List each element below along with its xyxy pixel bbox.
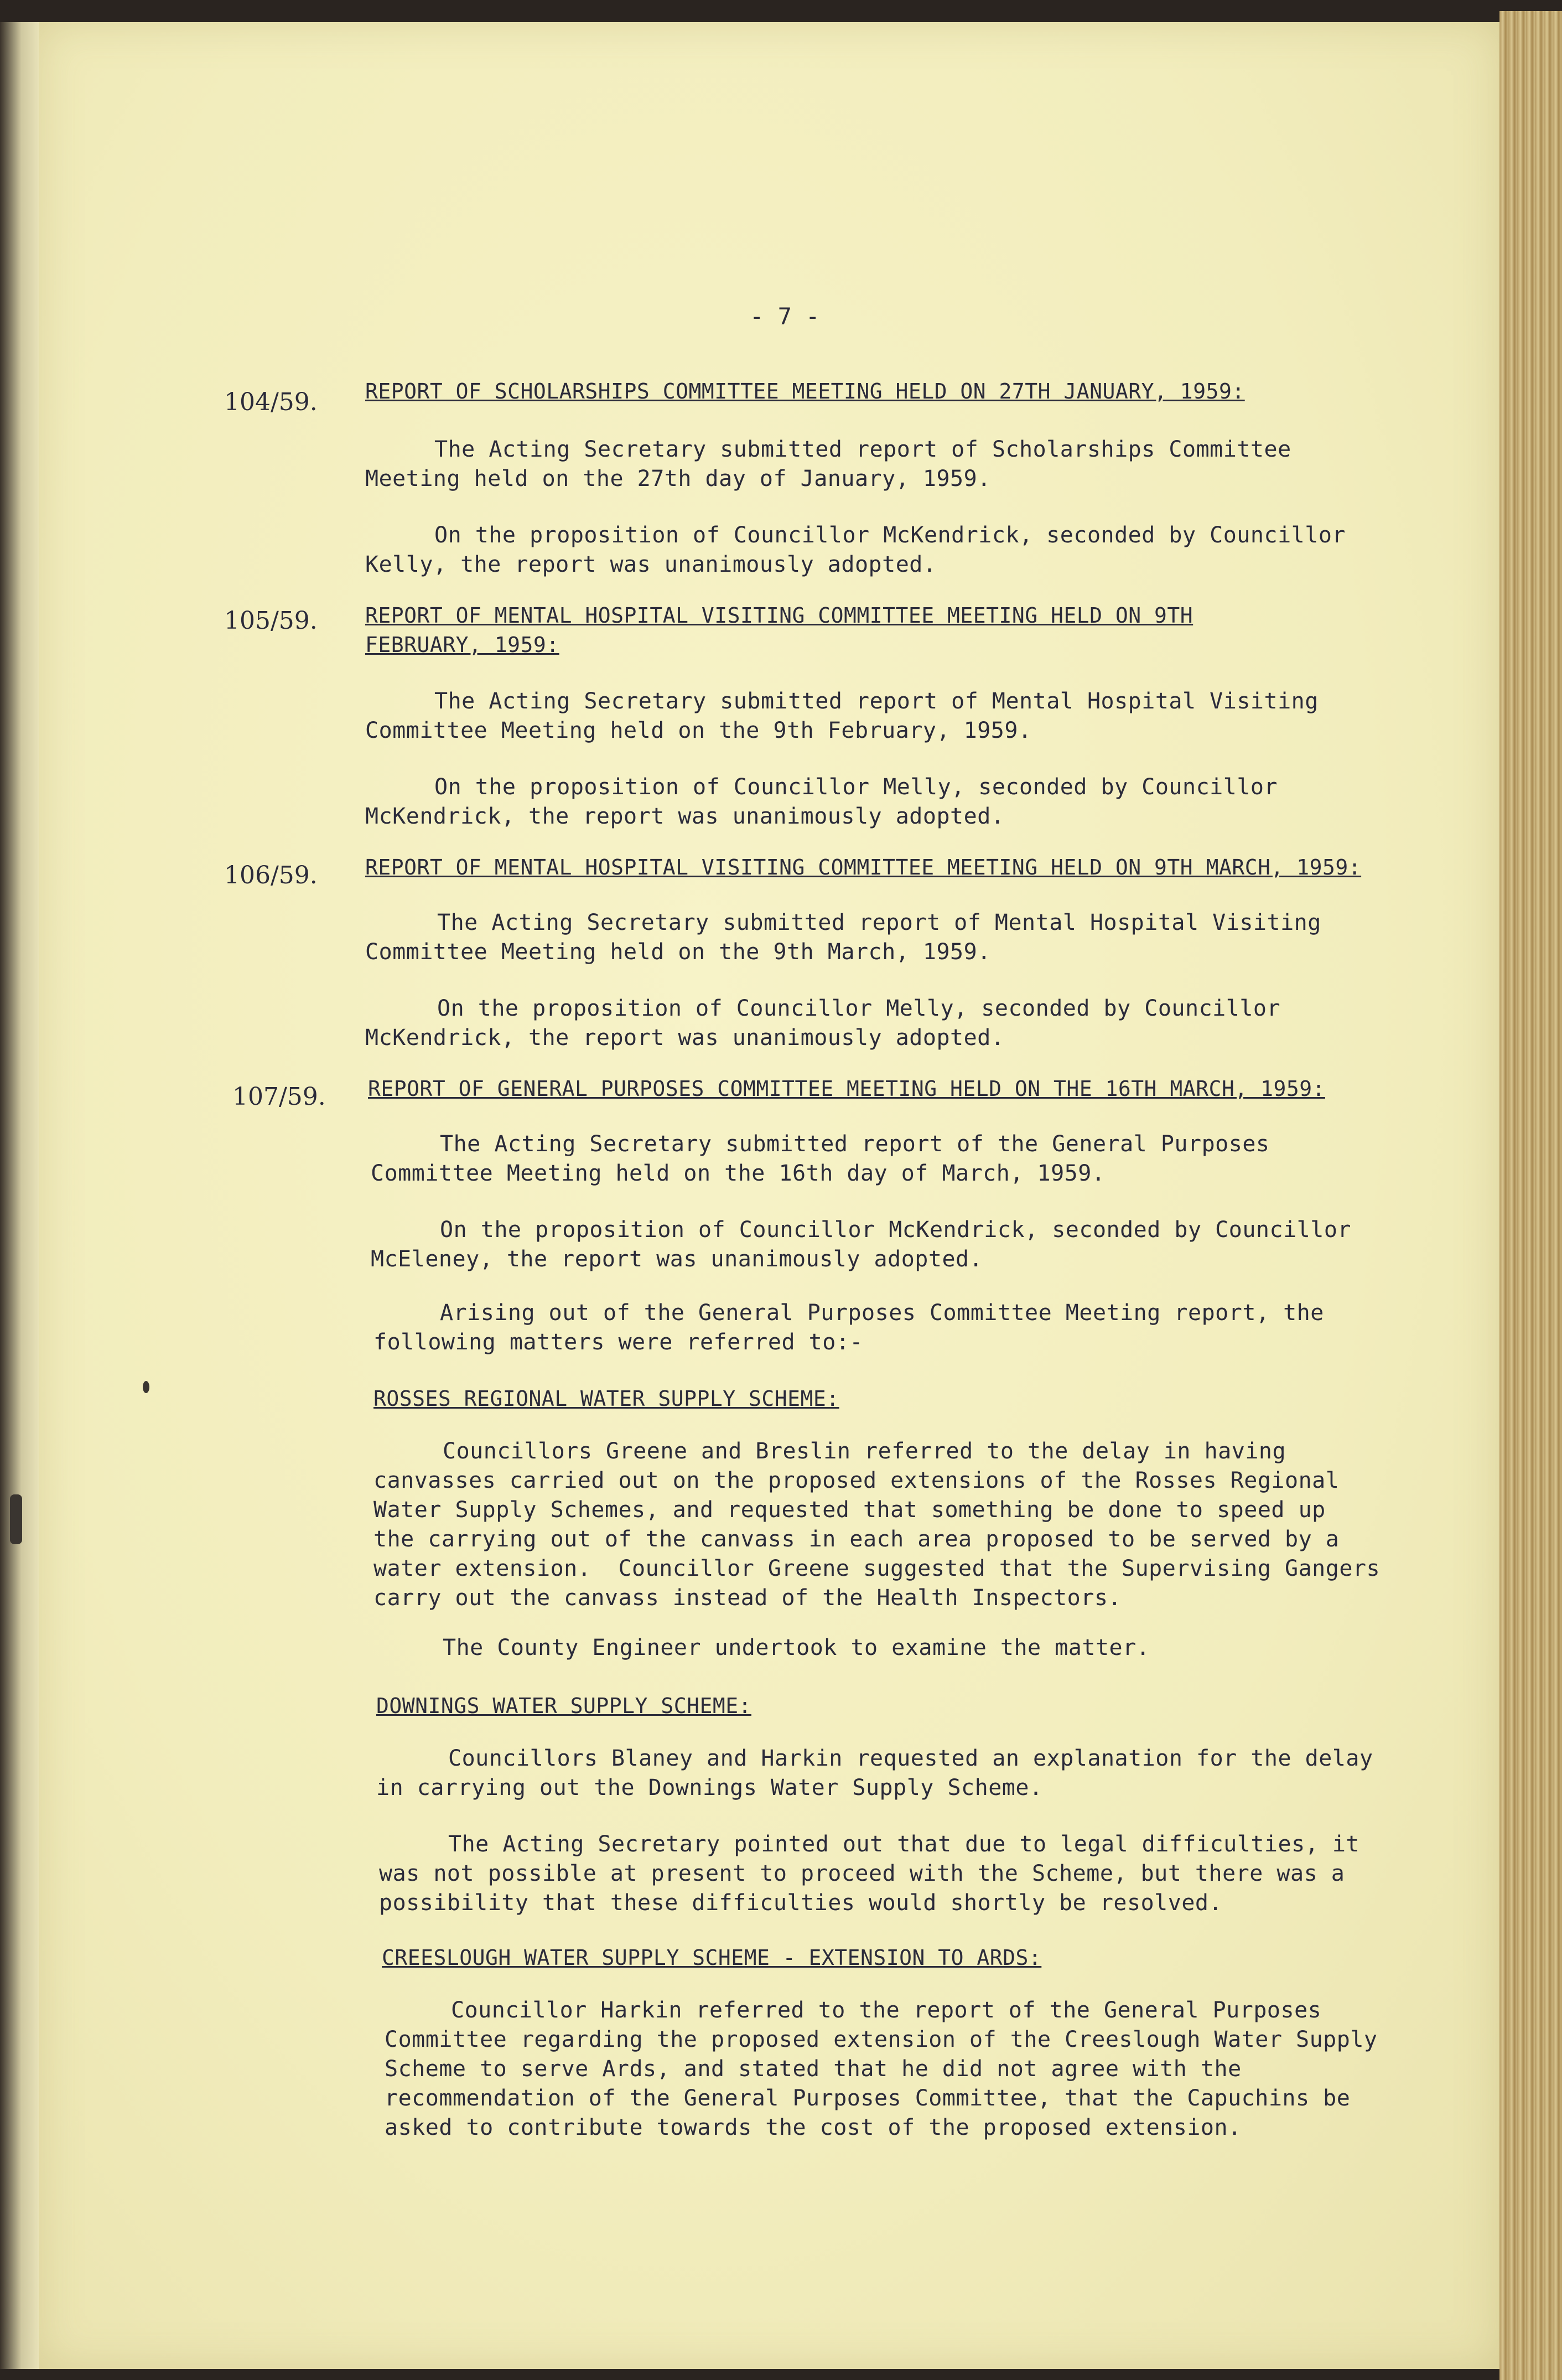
paragraph-line: Kelly, the report was unanimously adopted.: [365, 552, 937, 577]
punch-mark: [143, 1381, 149, 1393]
item-number: 106/59.: [224, 861, 318, 889]
subsection-heading: CREESLOUGH WATER SUPPLY SCHEME - EXTENSION TO ARDS:: [382, 1946, 1042, 1970]
paragraph-line: possibility that these difficulties would shortly be resolved.: [379, 1890, 1223, 1916]
item-number: 105/59.: [224, 607, 318, 635]
paragraph-line: carry out the canvass instead of the Health Inspectors.: [373, 1585, 1122, 1611]
paragraph-line: following matters were referred to:-: [373, 1329, 863, 1355]
page-number: - 7 -: [750, 303, 820, 330]
paragraph-line: McKendrick, the report was unanimously adopted.: [365, 1025, 1005, 1051]
paragraph-line: On the proposition of Councillor McKendrick, seconded by Councillor: [440, 1217, 1351, 1243]
paragraph-line: The Acting Secretary submitted report of Scholarships Committee: [434, 437, 1291, 462]
paragraph-line: Councillors Greene and Breslin referred to the delay in having: [443, 1439, 1286, 1464]
paragraph-line: The Acting Secretary submitted report of the General Purposes: [440, 1131, 1270, 1157]
paragraph-line: Committee regarding the proposed extension of the Creeslough Water Supply: [385, 2027, 1378, 2052]
paragraph-line: asked to contribute towards the cost of the proposed extension.: [385, 2115, 1242, 2140]
paragraph-line: Committee Meeting held on the 16th day of March, 1959.: [371, 1161, 1106, 1186]
paragraph-line: Arising out of the General Purposes Committee Meeting report, the: [440, 1300, 1324, 1326]
paragraph-line: Committee Meeting held on the 9th February, 1959.: [365, 718, 1032, 743]
item-heading: REPORT OF GENERAL PURPOSES COMMITTEE MEETING HELD ON THE 16TH MARCH, 1959:: [368, 1077, 1325, 1101]
paragraph-line: was not possible at present to proceed with the Scheme, but there was a: [379, 1861, 1345, 1886]
paragraph-line: The County Engineer undertook to examine the matter.: [443, 1635, 1150, 1660]
paragraph-line: the carrying out of the canvass in each area proposed to be served by a: [373, 1527, 1340, 1552]
subsection-heading: DOWNINGS WATER SUPPLY SCHEME:: [376, 1694, 751, 1718]
subsection-heading: ROSSES REGIONAL WATER SUPPLY SCHEME:: [373, 1386, 839, 1411]
paragraph-line: Scheme to serve Ards, and stated that he did not agree with the: [385, 2056, 1242, 2082]
paragraph-line: in carrying out the Downings Water Supply Scheme.: [376, 1775, 1043, 1800]
item-heading: REPORT OF MENTAL HOSPITAL VISITING COMMITTEE MEETING HELD ON 9TH: [365, 603, 1193, 628]
paragraph-line: Water Supply Schemes, and requested that something be done to speed up: [373, 1497, 1326, 1523]
paragraph-line: Meeting held on the 27th day of January, 1959.: [365, 466, 991, 491]
paragraph-line: canvasses carried out on the proposed extensions of the Rosses Regional: [373, 1468, 1340, 1493]
paragraph-line: On the proposition of Councillor Melly, seconded by Councillor: [437, 996, 1281, 1021]
paragraph-line: recommendation of the General Purposes Committee, that the Capuchins be: [385, 2086, 1351, 2111]
item-heading: REPORT OF MENTAL HOSPITAL VISITING COMMITTEE MEETING HELD ON 9TH MARCH, 1959:: [365, 855, 1362, 879]
item-number: 107/59.: [232, 1083, 326, 1111]
paragraph-line: water extension. Councillor Greene suggested that the Supervising Gangers: [373, 1556, 1381, 1581]
paragraph-line: On the proposition of Councillor McKendrick, seconded by Councillor: [434, 522, 1346, 548]
paragraph-line: McKendrick, the report was unanimously adopted.: [365, 804, 1005, 829]
paragraph-line: Committee Meeting held on the 9th March, 1959.: [365, 939, 991, 965]
item-heading: REPORT OF SCHOLARSHIPS COMMITTEE MEETING HELD ON 27TH JANUARY, 1959:: [365, 379, 1245, 403]
paragraph-line: McEleney, the report was unanimously adopted.: [371, 1246, 983, 1272]
binding-mark: [10, 1494, 22, 1544]
paragraph-line: Councillors Blaney and Harkin requested an explanation for the delay: [448, 1746, 1373, 1771]
paragraph-line: The Acting Secretary pointed out that due to legal difficulties, it: [448, 1831, 1359, 1857]
paragraph-line: The Acting Secretary submitted report of Mental Hospital Visiting: [434, 689, 1319, 714]
item-heading: FEBRUARY, 1959:: [365, 633, 559, 657]
paragraph-line: On the proposition of Councillor Melly, seconded by Councillor: [434, 774, 1278, 800]
paragraph-line: The Acting Secretary submitted report of Mental Hospital Visiting: [437, 910, 1321, 935]
paragraph-line: Councillor Harkin referred to the report of the General Purposes: [451, 1998, 1322, 2023]
item-number: 104/59.: [224, 388, 318, 416]
